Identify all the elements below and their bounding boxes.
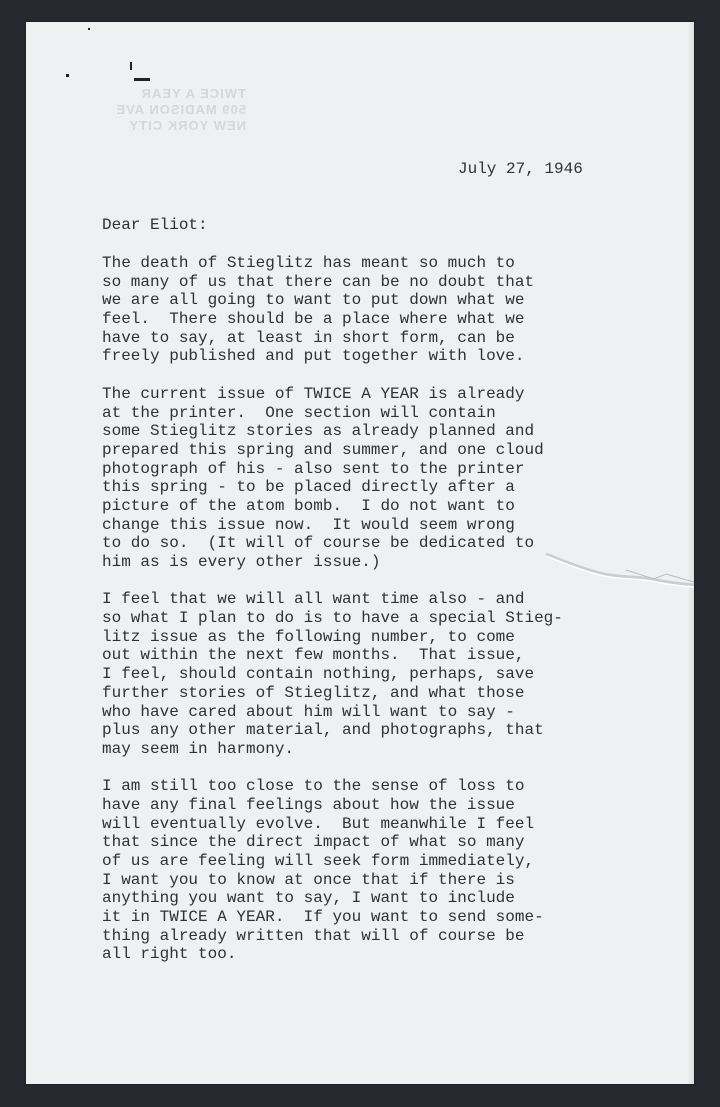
letter-date: July 27, 1946 [458,160,583,178]
letter-line: have to say, at least in short form, can be [102,328,515,347]
letter-salutation: Dear Eliot: [102,216,208,234]
letter-body [102,254,662,983]
letter-paragraph [102,590,662,758]
letter-line: of us are feeling will seek form immediately, [102,852,535,870]
letter-line: further stories of Stieglitz, and what those [102,683,525,702]
letter-line: photograph of his - also sent to the printer [102,459,525,478]
ink-speck [66,74,69,77]
letter-line: The current issue of TWICE A YEAR is already [102,384,525,403]
letter-line: change this issue now. It would seem wrong [102,515,515,534]
letter-line: we are all going to want to put down what we [102,291,525,310]
letter-line: picture of the atom bomb. I do not want to [102,496,515,515]
letter-line: feel. There should be a place where what we [102,310,525,329]
letter-line: I want you to know at once that if there is [102,870,515,889]
letter-line: will eventually evolve. But meanwhile I feel [102,814,535,833]
letter-paragraph [102,777,662,964]
letter-line: all right too. [102,945,237,964]
ink-speck [88,28,90,30]
letter-line: have any final feelings about how the issue [102,795,515,814]
letter-line: to do so. (It will of course be dedicated to [102,534,535,553]
letter-paragraph [102,254,662,366]
ink-speck [130,62,132,70]
letter-line: out within the next few months. That issue, [102,646,525,665]
letter-line: The death of Stieglitz has meant so much to [102,254,515,272]
letter-line: it in TWICE A YEAR. If you want to send some- [102,908,544,927]
letterhead-line: NEW YORK CITY [128,118,246,133]
letter-line: him as is every other issue.) [102,553,381,571]
letter-line: that since the direct impact of what so many [102,833,525,852]
letter-line: this spring - to be placed directly after a [102,478,515,497]
letterhead-bleedthrough [115,86,246,134]
letterhead-line: 509 MADISON AVE [115,102,246,117]
letter-line: thing already written that will of course be [102,926,525,945]
letter-line: so what I plan to do is to have a special Stieg- [102,609,563,628]
letter-line: I feel, should contain nothing, perhaps, save [102,665,535,684]
letter-page [26,22,694,1084]
letter-line: prepared this spring and summer, and one cloud [102,440,544,459]
letter-paragraph [102,385,662,572]
letter-line: I feel that we will all want time also - and [102,590,525,609]
letter-line: so many of us that there can be no doubt that [102,272,535,291]
ink-speck [134,78,150,81]
letter-line: I am still too close to the sense of loss to [102,777,525,796]
letter-line: anything you want to say, I want to include [102,889,515,908]
letter-line: litz issue as the following number, to come [102,627,515,646]
letter-line: plus any other material, and photographs, that [102,721,544,740]
page-edge-shadow [688,22,694,1084]
letter-line: at the printer. One section will contain [102,403,496,422]
letterhead-line: TWICE A YEAR [140,86,246,101]
letter-line: who have cared about him will want to say - [102,702,515,721]
letter-line: may seem in harmony. [102,739,295,758]
letter-line: some Stieglitz stories as already planned and [102,422,535,441]
letter-line: freely published and put together with love. [102,347,525,366]
